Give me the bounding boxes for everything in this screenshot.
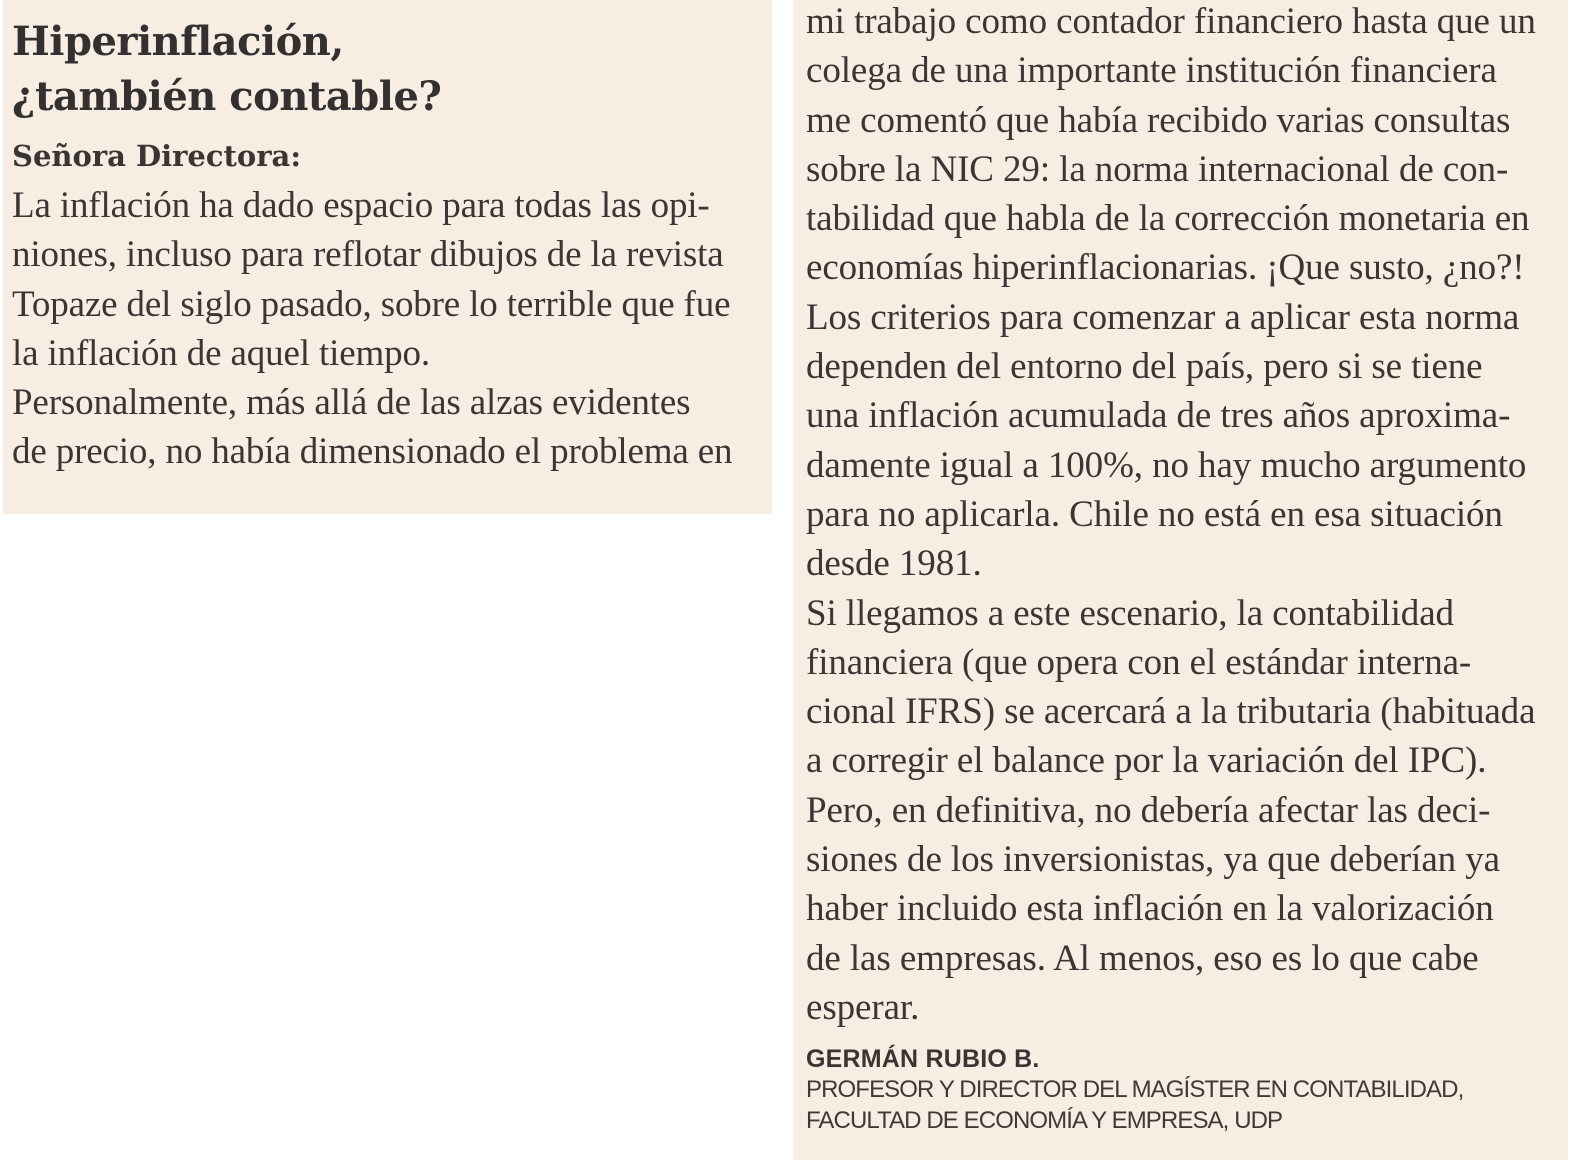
body-line: tabilidad que habla de la corrección monetaria en <box>806 198 1530 240</box>
letter-signature <box>806 1044 1568 1136</box>
body-line: sobre la NIC 29: la norma internacional de con- <box>806 148 1509 190</box>
headline-line: Hiperinflación, <box>12 18 344 65</box>
letter-headline <box>12 14 772 124</box>
body-line: niones, incluso para reflotar dibujos de la revista <box>12 234 724 276</box>
body-line: colega de una importante institución financiera <box>806 50 1497 92</box>
body-line: Los criterios para comenzar a aplicar esta norma <box>806 296 1520 338</box>
body-line: de precio, no había dimensionado el problema en <box>12 431 733 473</box>
headline-line: ¿también contable? <box>12 73 442 120</box>
letter-column-right <box>793 0 1568 1160</box>
body-line: cional IFRS) se acercará a la tributaria (habituada <box>806 691 1536 733</box>
body-line: financiera (que opera con el estándar interna- <box>806 641 1472 683</box>
body-line: Pero, en definitiva, no debería afectar las deci- <box>806 789 1491 831</box>
body-line: economías hiperinflacionarias. ¡Que susto, ¿no?! <box>806 247 1525 289</box>
body-line: siones de los inversionistas, ya que deberían ya <box>806 839 1500 881</box>
body-line: mi trabajo como contador financiero hasta que un <box>806 1 1536 42</box>
body-line: a corregir el balance por la variación del IPC). <box>806 740 1487 782</box>
author-name: GERMÁN RUBIO B. <box>806 1045 1040 1074</box>
body-line: desde 1981. <box>806 543 982 585</box>
body-line: haber incluido esta inflación en la valorización <box>806 888 1494 930</box>
letter-column-left <box>3 0 772 514</box>
body-line: damente igual a 100%, no hay mucho argumento <box>806 444 1527 486</box>
body-line: me comentó que había recibido varias consultas <box>806 99 1511 141</box>
body-line: de las empresas. Al menos, eso es lo que cabe <box>806 937 1479 979</box>
body-line: Personalmente, más allá de las alzas evidentes <box>12 382 691 424</box>
letter-body-left <box>12 181 772 477</box>
body-line: para no aplicarla. Chile no está en esa situación <box>806 493 1503 535</box>
body-line: La inflación ha dado espacio para todas las opi- <box>12 185 710 226</box>
author-title-line: PROFESOR Y DIRECTOR DEL MAGÍSTER EN CONTABILIDAD, <box>806 1076 1464 1104</box>
body-line: dependen del entorno del país, pero si se tiene <box>806 346 1483 388</box>
body-line: una inflación acumulada de tres años aproxima- <box>806 395 1511 437</box>
letter-body-right <box>806 0 1568 1032</box>
author-title-line: FACULTAD DE ECONOMÍA Y EMPRESA, UDP <box>806 1107 1283 1135</box>
body-line: la inflación de aquel tiempo. <box>12 332 430 374</box>
letter-salutation: Señora Directora: <box>12 139 302 173</box>
body-line: esperar. <box>806 986 920 1028</box>
body-line: Si llegamos a este escenario, la contabilidad <box>806 592 1454 634</box>
body-line: Topaze del siglo pasado, sobre lo terrible que fue <box>12 283 731 325</box>
